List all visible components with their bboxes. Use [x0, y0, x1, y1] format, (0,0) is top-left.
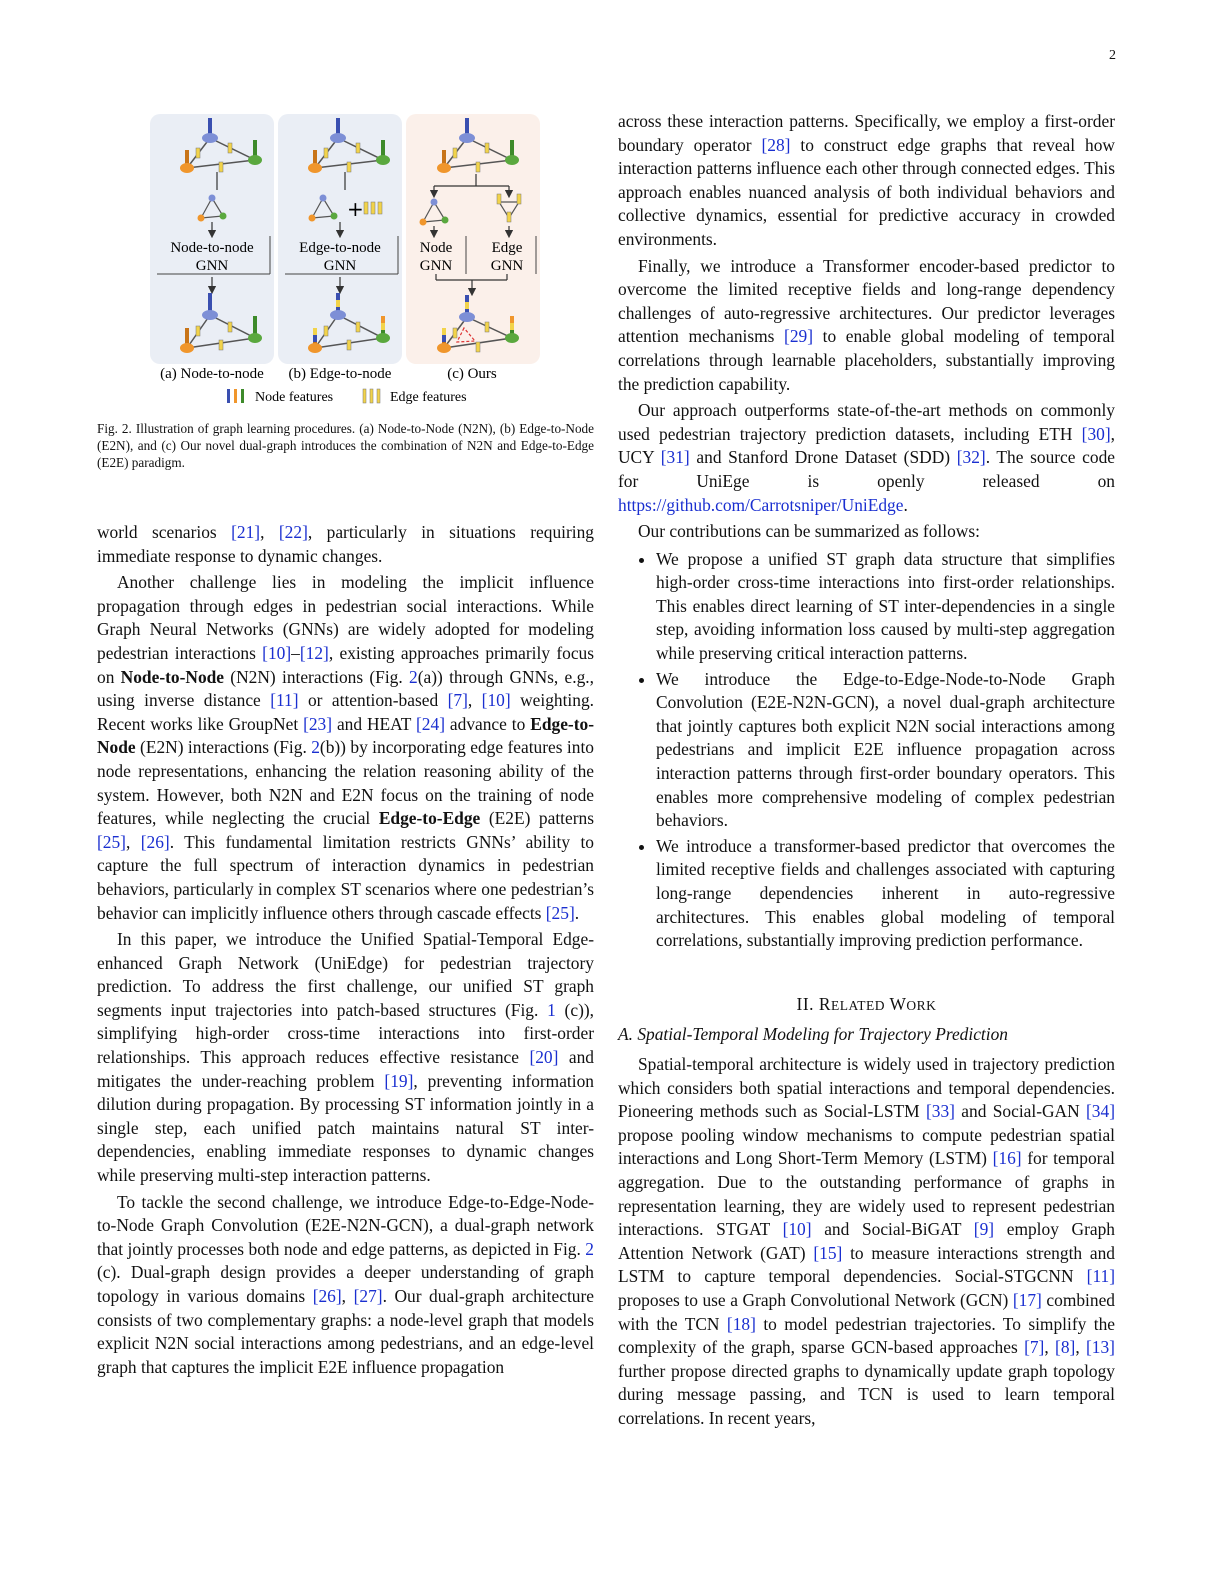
right-column — [618, 110, 1115, 1430]
panel-a-label: (a) Node-to-node — [160, 366, 264, 382]
panel-a-box-line1: Node-to-node — [170, 240, 254, 256]
citation-link[interactable]: [11] — [1086, 1266, 1115, 1287]
text-run: world scenarios — [97, 522, 232, 542]
text-run: (c). Dual-graph design provides a deeper understanding of graph topology in various domains — [97, 1262, 594, 1306]
left-column — [97, 110, 594, 1379]
section-title-ork: ORK — [906, 997, 937, 1013]
right-paragraph-3 — [618, 399, 1115, 517]
legend-edge-features: Edge features — [390, 390, 467, 405]
text-run: , — [1044, 1337, 1056, 1358]
citation-link[interactable]: [25] — [97, 831, 126, 852]
citation-link[interactable]: [27] — [353, 1286, 383, 1306]
citation-link[interactable]: [29] — [784, 326, 814, 347]
figure-2 — [97, 110, 594, 410]
text-run: and mitigates the under-reaching problem — [97, 1047, 594, 1091]
citation-link[interactable]: [7] — [447, 690, 468, 711]
section-title-r: R — [818, 993, 831, 1014]
list-item: • We propose a unified ST graph data structure that simplifies high-order cross-time interactions into first-order relationships. This enables direct learning of ST inter-dependencies in a single step, avoiding information loss caused by multi-step aggregation while preserving critical interaction patterns. — [656, 548, 1115, 666]
page-number: 2 — [1109, 48, 1116, 63]
citation-link[interactable]: [33] — [925, 1101, 955, 1122]
citation-link[interactable]: [24] — [416, 713, 445, 734]
citation-link[interactable]: 1 — [547, 999, 556, 1020]
text-run: to enable global modeling of temporal correlations through learnable placeholders, substantially improving the prediction capability. — [618, 326, 1115, 394]
bold-term: Node-to-Node — [120, 666, 225, 687]
panel-c-node-box-line1: Node — [419, 240, 453, 256]
figure-caption: Fig. 2. Illustration of graph learning procedures. (a) Node-to-Node (N2N), (b) Edge-to-Node (E2N), and (c) Our novel dual-graph introduces the combination of N2N and Edge-to-Edge (E2E) paradigm. — [97, 421, 594, 470]
text-run: (c)), simplifying high-order cross-time interactions into first-order relationships. This approach reduces effective resistance — [97, 999, 594, 1068]
citation-link[interactable]: [32] — [956, 447, 986, 468]
citation-link[interactable]: [21] — [231, 522, 261, 542]
text-run: , — [125, 831, 141, 852]
citation-link[interactable]: 2 — [585, 1238, 594, 1259]
text-run: . This fundamental limitation restricts GNNs’ ability to capture the full spectrum of interaction dynamics in pedestrian behaviors, particularly in complex ST scenarios where one pedestrian’s behavior can implicitly influence others through cascade effects — [97, 831, 594, 923]
citation-link[interactable]: [25] — [545, 902, 575, 923]
legend — [227, 389, 467, 405]
text-run: In this paper, we introduce the Unified Spatial-Temporal Edge-enhanced Graph Network (UniEdge) for pedestrian trajectory prediction. To address the first challenge, our unified ST graph segments input trajectories into patch-based structures (Fig. — [97, 929, 594, 1020]
text-run: , particularly in situations requiring immediate response to dynamic changes. — [97, 522, 594, 566]
legend-node-features: Node features — [255, 390, 334, 405]
citation-link[interactable]: [31] — [660, 447, 690, 468]
citation-link[interactable]: [7] — [1024, 1337, 1045, 1358]
text-run: and Stanford Drone Dataset (SDD) — [689, 447, 957, 468]
citation-link[interactable]: [22] — [278, 522, 308, 542]
text-run: to construct edge graphs that reveal how interaction patterns influence each other through connected edges. This approach enables nuanced analysis of both individual behaviors and collective dynamics, essential for predictive accuracy in crowded environments. — [618, 134, 1115, 249]
text-run: Spatial-temporal architecture is widely used in trajectory prediction which considers both spatial interactions and temporal dependencies. Pioneering methods such as Social-LSTM — [618, 1053, 1115, 1122]
text-run: employ Graph Attention Network (GAT) — [618, 1219, 1115, 1263]
figure-2-diagram — [97, 110, 594, 410]
text-run: , UCY — [618, 423, 1115, 468]
text-run: . Our dual-graph architecture consists of two complementary graphs: a node-level graph that models explicit N2N social interactions among pedestrians, and an edge-level graph that captures the implicit E2E influence propagation — [97, 1286, 594, 1377]
text-run: (b)) by incorporating edge features into node representations, enhancing the relation reasoning ability of the system. However, both N2N and E2N focus on the training of node features, while neglecting the crucial — [97, 737, 594, 829]
citation-link[interactable]: 2 — [311, 737, 320, 758]
panel-b-box-line2: GNN — [323, 258, 357, 274]
panel-c-bg — [406, 114, 540, 364]
text-run: across these interaction patterns. Specifically, we employ a first-order boundary operator — [618, 111, 1115, 155]
section-title-w: W — [889, 993, 907, 1014]
subsection-heading: A. Spatial-Temporal Modeling for Trajectory Prediction — [618, 1024, 1008, 1045]
panel-b-box-line1: Edge-to-node — [299, 240, 381, 256]
svg-text:+: + — [347, 197, 364, 221]
text-run: To tackle the second challenge, we introduce Edge-to-Edge-Node-to-Node Graph Convolution (E2E-N2N-GCN), a dual-graph network that jointly processes both node and edge patterns, as depicted in Fig. — [97, 1191, 594, 1259]
citation-link[interactable]: [10] — [481, 690, 511, 711]
right-paragraph-5 — [618, 1053, 1115, 1431]
contributions-list — [618, 548, 1115, 953]
panel-c-edge-box-line1: Edge — [491, 240, 523, 256]
list-item: • We introduce a transformer-based predictor that overcomes the limited receptive fields and challenges associated with capturing long-range dependencies inherent in auto-regressive architectures. This enables global modeling of temporal correlations, substantially improving prediction performance. — [656, 835, 1115, 953]
panel-c-label: (c) Ours — [447, 366, 497, 382]
panel-b-label: (b) Edge-to-node — [288, 366, 392, 382]
citation-link[interactable]: [13] — [1086, 1337, 1115, 1358]
text-run: , existing approaches primarily focus on — [97, 642, 594, 687]
citation-link[interactable]: [19] — [384, 1070, 414, 1091]
section-number: II. — [796, 993, 814, 1014]
text-run: further propose directed graphs to dynamically update graph topology during message passing, and TCN is used to learn temporal correlations. In recent years, — [618, 1360, 1115, 1428]
left-paragraph-3 — [97, 928, 594, 1188]
text-run: Finally, we introduce a Transformer encoder-based predictor to overcome the limited receptive fields and long-range dependency challenges of auto-regressive architectures. Our predictor leverages attention mechanisms — [618, 255, 1115, 347]
left-paragraph-2 — [97, 571, 594, 925]
citation-link[interactable]: [8] — [1055, 1337, 1076, 1358]
text-run: or attention-based — [298, 690, 448, 711]
bold-term: Edge-to-Edge — [378, 808, 481, 829]
panel-a-box-line2: GNN — [195, 258, 229, 274]
panel-c-node-box-line2: GNN — [419, 258, 453, 274]
text-run: to model pedestrian trajectories. To simplify the complexity of the graph, sparse GCN-based approaches — [618, 1313, 1115, 1358]
text-run: (N2N) interactions (Fig. — [224, 666, 410, 687]
text-run: and Social-BiGAT — [811, 1219, 974, 1240]
left-paragraph-4 — [97, 1191, 594, 1380]
right-paragraph-1 — [618, 110, 1115, 252]
text-run: . — [574, 902, 580, 923]
section-title-elated: ELATED — [830, 997, 885, 1013]
citation-link[interactable]: [34] — [1086, 1101, 1115, 1122]
citation-link[interactable]: [12] — [299, 642, 329, 663]
text-run: weighting. Recent works like GroupNet — [97, 690, 594, 734]
text-run: combined with the TCN — [618, 1289, 1115, 1334]
citation-link[interactable]: [10] — [782, 1219, 812, 1240]
text-run: proposes to use a Graph Convolutional Network (GCN) — [618, 1289, 1013, 1310]
citation-link[interactable]: [10] — [262, 642, 292, 663]
left-paragraph-1 — [97, 521, 594, 568]
citation-link[interactable]: [20] — [529, 1047, 559, 1068]
citation-link[interactable]: [26] — [140, 831, 170, 852]
text-run: (a)) through GNNs, e.g., using inverse distance — [97, 666, 594, 711]
citation-link[interactable]: [17] — [1012, 1289, 1042, 1310]
right-paragraph-2 — [618, 255, 1115, 397]
text-run: , — [1075, 1337, 1086, 1358]
text-run: advance to — [445, 713, 531, 734]
text-run: and Social-GAN — [954, 1101, 1087, 1122]
text-run: and HEAT — [332, 713, 417, 734]
text-run: , — [341, 1286, 354, 1306]
citation-link[interactable]: [18] — [726, 1313, 756, 1334]
text-run: – — [291, 642, 300, 663]
text-run: , preventing information dilution during propagation. By processing ST information jointly in a single step, each unified patch maintains natural ST inter-dependencies, enabling immediate responses to dynamic changes while preserving multi-step interaction patterns. — [97, 1070, 594, 1186]
citation-link[interactable]: [11] — [270, 690, 299, 711]
bold-term: Edge-to-Node — [97, 713, 594, 758]
text-run: . The source code for UniEge is openly released on — [618, 447, 1115, 491]
list-item: • We introduce the Edge-to-Edge-Node-to-Node Graph Convolution (E2E-N2N-GCN), a novel dual-graph architecture that jointly captures both explicit N2N social interactions among pedestrians and implicit E2E influence propagation across interaction patterns through first-order boundary operators. This enables more comprehensive modeling of complex pedestrian behaviors. — [656, 668, 1115, 833]
source-code-link[interactable]: https://github.com/Carrotsniper/UniEdge — [618, 494, 904, 515]
text-run: (E2E) patterns — [480, 808, 594, 829]
citation-link[interactable]: [23] — [303, 713, 333, 734]
text-run: to measure interactions strength and LSTM to capture temporal dependencies. Social-STGCNN — [618, 1242, 1116, 1287]
text-run: . — [903, 494, 908, 515]
citation-link[interactable]: [26] — [312, 1286, 342, 1306]
text-run: (E2N) interactions (Fig. — [135, 737, 312, 758]
text-run: , — [260, 522, 279, 542]
citation-link[interactable]: [9] — [973, 1219, 995, 1240]
panel-c-edge-box-line2: GNN — [490, 258, 524, 274]
citation-link[interactable]: 2 — [409, 666, 418, 687]
text-run: , — [467, 690, 482, 711]
citation-link[interactable]: [15] — [813, 1242, 843, 1263]
text-run: for temporal aggregation. Due to the outstanding performance of graphs in representation learning, they are widely used to represent pedestrian interactions. STGAT — [618, 1148, 1115, 1240]
section-heading — [618, 993, 1115, 1018]
right-paragraph-4: Our contributions can be summarized as follows: — [638, 521, 980, 542]
citation-link[interactable]: [30] — [1081, 423, 1111, 444]
citation-link[interactable]: [28] — [761, 134, 791, 155]
citation-link[interactable]: [16] — [992, 1148, 1022, 1169]
text-run: Our approach outperforms state-of-the-art methods on commonly used pedestrian trajectory prediction datasets, including ETH — [618, 400, 1115, 444]
text-run: Another challenge lies in modeling the implicit influence propagation through edges in pedestrian social interactions. While Graph Neural Networks (GNNs) are widely adopted for modeling pedestrian interactions — [97, 572, 594, 663]
text-run: propose pooling window mechanisms to compute pedestrian spatial interactions and Long Short-Term Memory (LSTM) — [618, 1124, 1115, 1169]
